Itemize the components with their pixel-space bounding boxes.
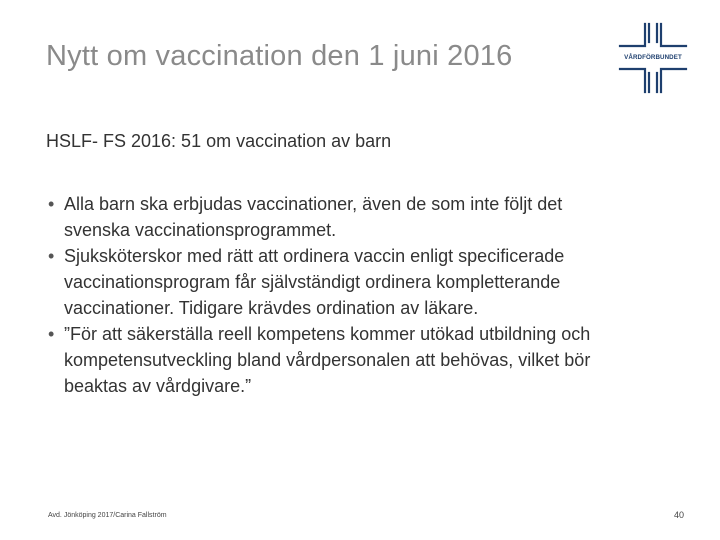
logo-wordmark: VÅRDFÖRBUNDET bbox=[618, 53, 688, 62]
page-number: 40 bbox=[673, 510, 684, 520]
bullet-dot: • bbox=[48, 194, 55, 214]
bullet-text: Alla barn ska erbjudas vaccinationer, även de som inte följt det svenska vaccinationsprogrammet. bbox=[64, 194, 563, 240]
bullet-text: Sjuksköterskor med rätt att ordinera vaccin enligt specificerade vaccinationsprogram får självständigt ordinera kompletterande vaccinationer. Tidigare krävdes ordination av läkare. bbox=[64, 246, 565, 318]
vardforbundet-logo bbox=[618, 22, 688, 94]
bullet-text: ”För att säkerställa reell kompetens kommer utökad utbildning och kompetensutveckling bland vårdpersonalen att behövas, vilket bör beaktas av vårdgivare.” bbox=[64, 324, 591, 396]
slide-title: Nytt om vaccination den 1 juni 2016 bbox=[46, 40, 513, 72]
list-item bbox=[48, 243, 628, 321]
bullet-list bbox=[48, 191, 628, 399]
list-item bbox=[48, 321, 628, 399]
bullet-dot: • bbox=[48, 324, 55, 344]
slide-subtitle: HSLF- FS 2016: 51 om vaccination av barn bbox=[46, 131, 392, 151]
footer-text: Avd. Jönköping 2017/Carina Fallström bbox=[48, 512, 167, 519]
list-item bbox=[48, 191, 628, 243]
bullet-dot: • bbox=[48, 246, 55, 266]
